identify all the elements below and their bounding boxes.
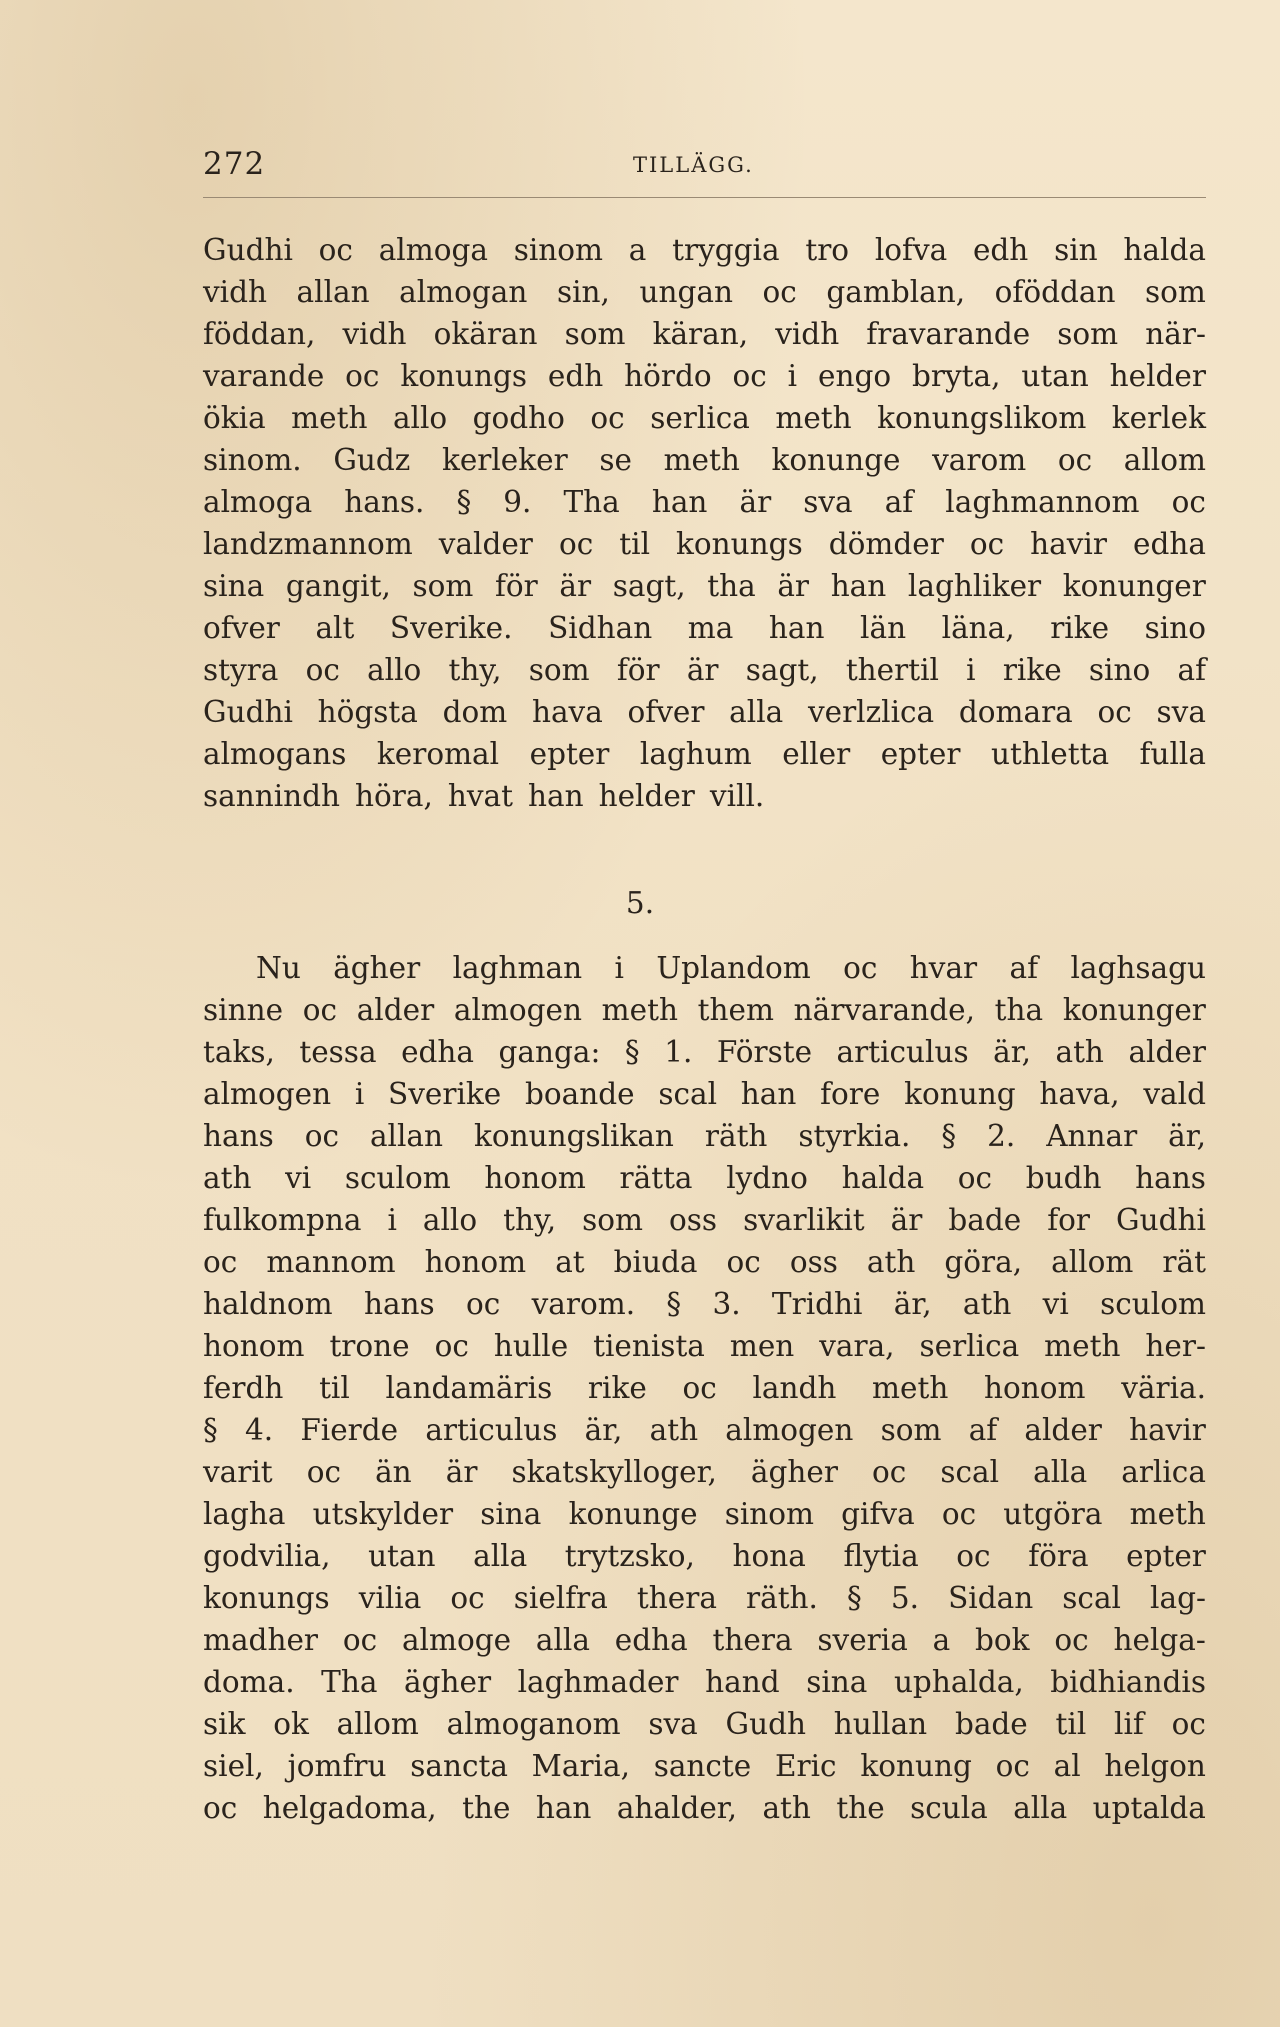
text-line: taks, tessa edha ganga: § 1. Förste articulus är, ath alder (203, 1035, 1206, 1069)
text-line: sina gangit, som för är sagt, tha är han laghliker konunger (203, 569, 1206, 603)
text-line: almogans keromal epter laghum eller epter uthletta fulla (203, 737, 1206, 771)
text-line: godvilia, utan alla trytzsko, hona flytia oc föra epter (203, 1539, 1206, 1573)
text-line: föddan, vidh okäran som käran, vidh fravarande som när- (203, 317, 1206, 351)
text-line: sannindh höra, hvat han helder vill. (203, 779, 765, 813)
page-number: 272 (203, 146, 266, 182)
text-line: lagha utskylder sina konunge sinom gifva oc utgöra meth (203, 1497, 1206, 1531)
text-line: hans oc allan konungslikan räth styrkia. § 2. Annar är, (203, 1119, 1206, 1153)
text-line: Nu ägher laghman i Uplandom oc hvar af laghsagu (256, 951, 1206, 985)
text-line: fulkompna i allo thy, som oss svarlikit är bade for Gudhi (203, 1203, 1206, 1237)
text-line: sik ok allom almoganom sva Gudh hullan bade til lif oc (203, 1707, 1206, 1741)
page-header (203, 146, 1203, 186)
text-line: sinom. Gudz kerleker se meth konunge varom oc allom (203, 443, 1206, 477)
text-line: siel, jomfru sancta Maria, sancte Eric konung oc al helgon (203, 1749, 1206, 1783)
text-line: doma. Tha ägher laghmader hand sina uphalda, bidhiandis (203, 1665, 1206, 1699)
text-line: ferdh til landamäris rike oc landh meth honom väria. (203, 1371, 1206, 1405)
text-line: § 4. Fierde articulus är, ath almogen som af alder havir (203, 1413, 1206, 1447)
text-line: madher oc almoge alla edha thera sveria a bok oc helga- (203, 1623, 1206, 1657)
text-line: sinne oc alder almogen meth them närvarande, tha konunger (203, 993, 1206, 1027)
text-line: almoga hans. § 9. Tha han är sva af laghmannom oc (203, 485, 1206, 519)
header-rule (203, 197, 1206, 198)
section-number: 5. (625, 886, 655, 920)
text-line: oc mannom honom at biuda oc oss ath göra, allom rät (203, 1245, 1206, 1279)
text-line: landzmannom valder oc til konungs dömder oc havir edha (203, 527, 1206, 561)
paragraph-1 (203, 229, 1206, 817)
running-head: TILLÄGG. (633, 153, 754, 177)
text-line: vidh allan almogan sin, ungan oc gamblan, oföddan som (203, 275, 1206, 309)
text-line: styra oc allo thy, som för är sagt, thertil i rike sino af (203, 653, 1206, 687)
text-line: oc helgadoma, the han ahalder, ath the scula alla uptalda (203, 1791, 1206, 1825)
text-line: ath vi sculom honom rätta lydno halda oc budh hans (203, 1161, 1206, 1195)
paragraph-2 (203, 947, 1206, 1829)
text-line: konungs vilia oc sielfra thera räth. § 5. Sidan scal lag- (203, 1581, 1206, 1615)
text-line: varande oc konungs edh hördo oc i engo bryta, utan helder (203, 359, 1206, 393)
text-line: almogen i Sverike boande scal han fore konung hava, vald (203, 1077, 1206, 1111)
text-line: haldnom hans oc varom. § 3. Tridhi är, ath vi sculom (203, 1287, 1206, 1321)
text-line: ofver alt Sverike. Sidhan ma han län läna, rike sino (203, 611, 1206, 645)
text-line: varit oc än är skatskylloger, ägher oc scal alla arlica (203, 1455, 1206, 1489)
text-line: ökia meth allo godho oc serlica meth konungslikom kerlek (203, 401, 1206, 435)
text-line: Gudhi oc almoga sinom a tryggia tro lofva edh sin halda (203, 233, 1206, 267)
text-line: honom trone oc hulle tienista men vara, serlica meth her- (203, 1329, 1206, 1363)
text-line: Gudhi högsta dom hava ofver alla verlzlica domara oc sva (203, 695, 1206, 729)
